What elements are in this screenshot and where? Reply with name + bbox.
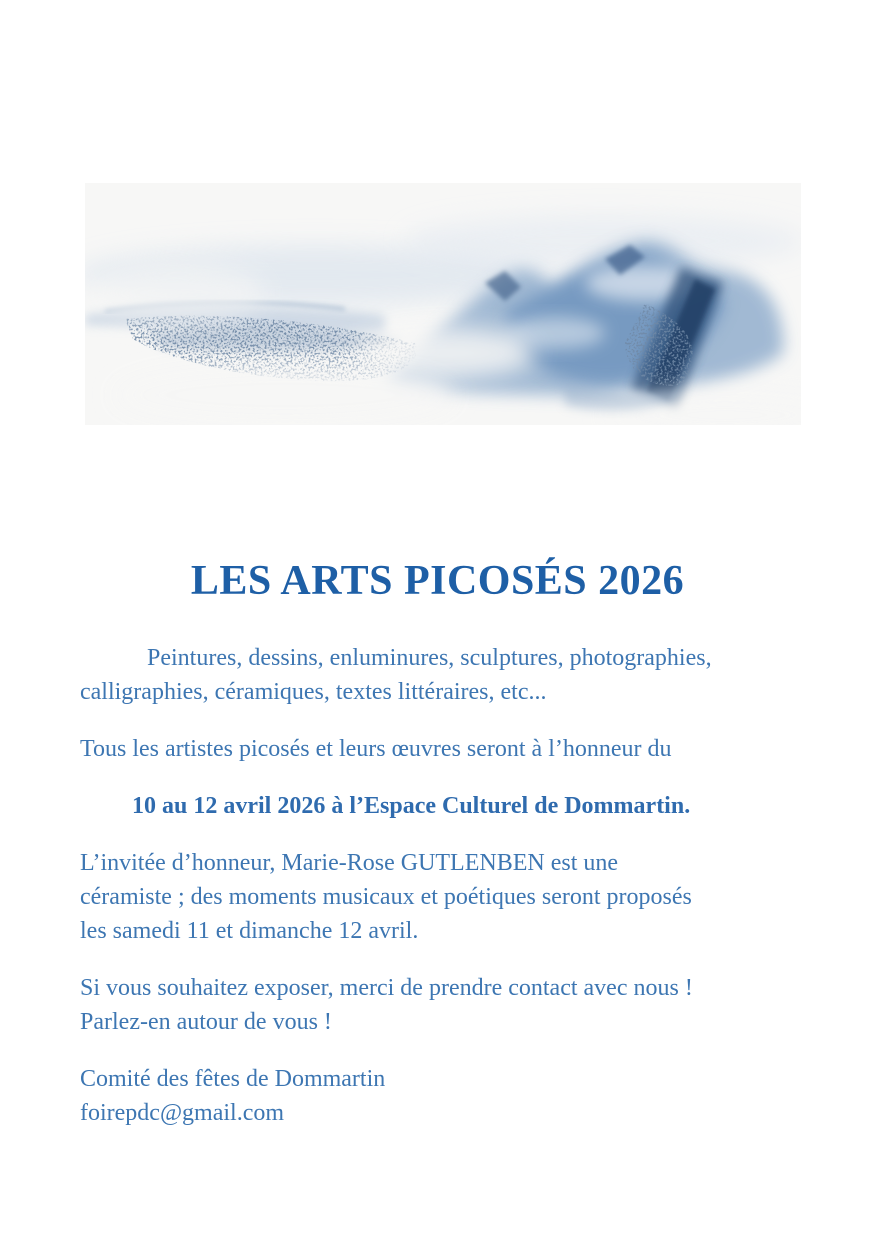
invitee-paragraph — [80, 846, 796, 948]
watercolor-mountain-artwork — [85, 183, 801, 425]
organization-name: Comité des fêtes de Dommartin — [80, 1066, 386, 1092]
date-paragraph — [80, 789, 796, 823]
contact-paragraph — [80, 971, 796, 1039]
honneur-line: Tous les artistes picosés et leurs œuvres seront à l’honneur du — [80, 736, 672, 762]
date-line: 10 au 12 avril 2026 à l’Espace Culturel de Dommartin. — [132, 793, 691, 819]
invitee-line: L’invitée d’honneur, Marie-Rose GUTLENBEN est une — [80, 850, 619, 876]
honneur-paragraph — [80, 732, 796, 766]
signature-block — [80, 1062, 796, 1130]
contact-line: Parlez-en autour de vous ! — [80, 1009, 332, 1035]
intro-line: calligraphies, céramiques, textes littéraires, etc... — [80, 679, 547, 705]
invitee-line: les samedi 11 et dimanche 12 avril. — [80, 918, 419, 944]
intro-paragraph — [80, 641, 796, 709]
intro-line: Peintures, dessins, enluminures, sculptures, photographies, — [147, 645, 712, 671]
invitee-line: céramiste ; des moments musicaux et poétiques seront proposés — [80, 884, 692, 910]
page-title: LES ARTS PICOSÉS 2026 — [190, 558, 685, 605]
email-text: foirepdc@gmail.com — [80, 1100, 285, 1126]
flyer-body — [80, 641, 796, 1153]
contact-line: Si vous souhaitez exposer, merci de prendre contact avec nous ! — [80, 975, 693, 1001]
